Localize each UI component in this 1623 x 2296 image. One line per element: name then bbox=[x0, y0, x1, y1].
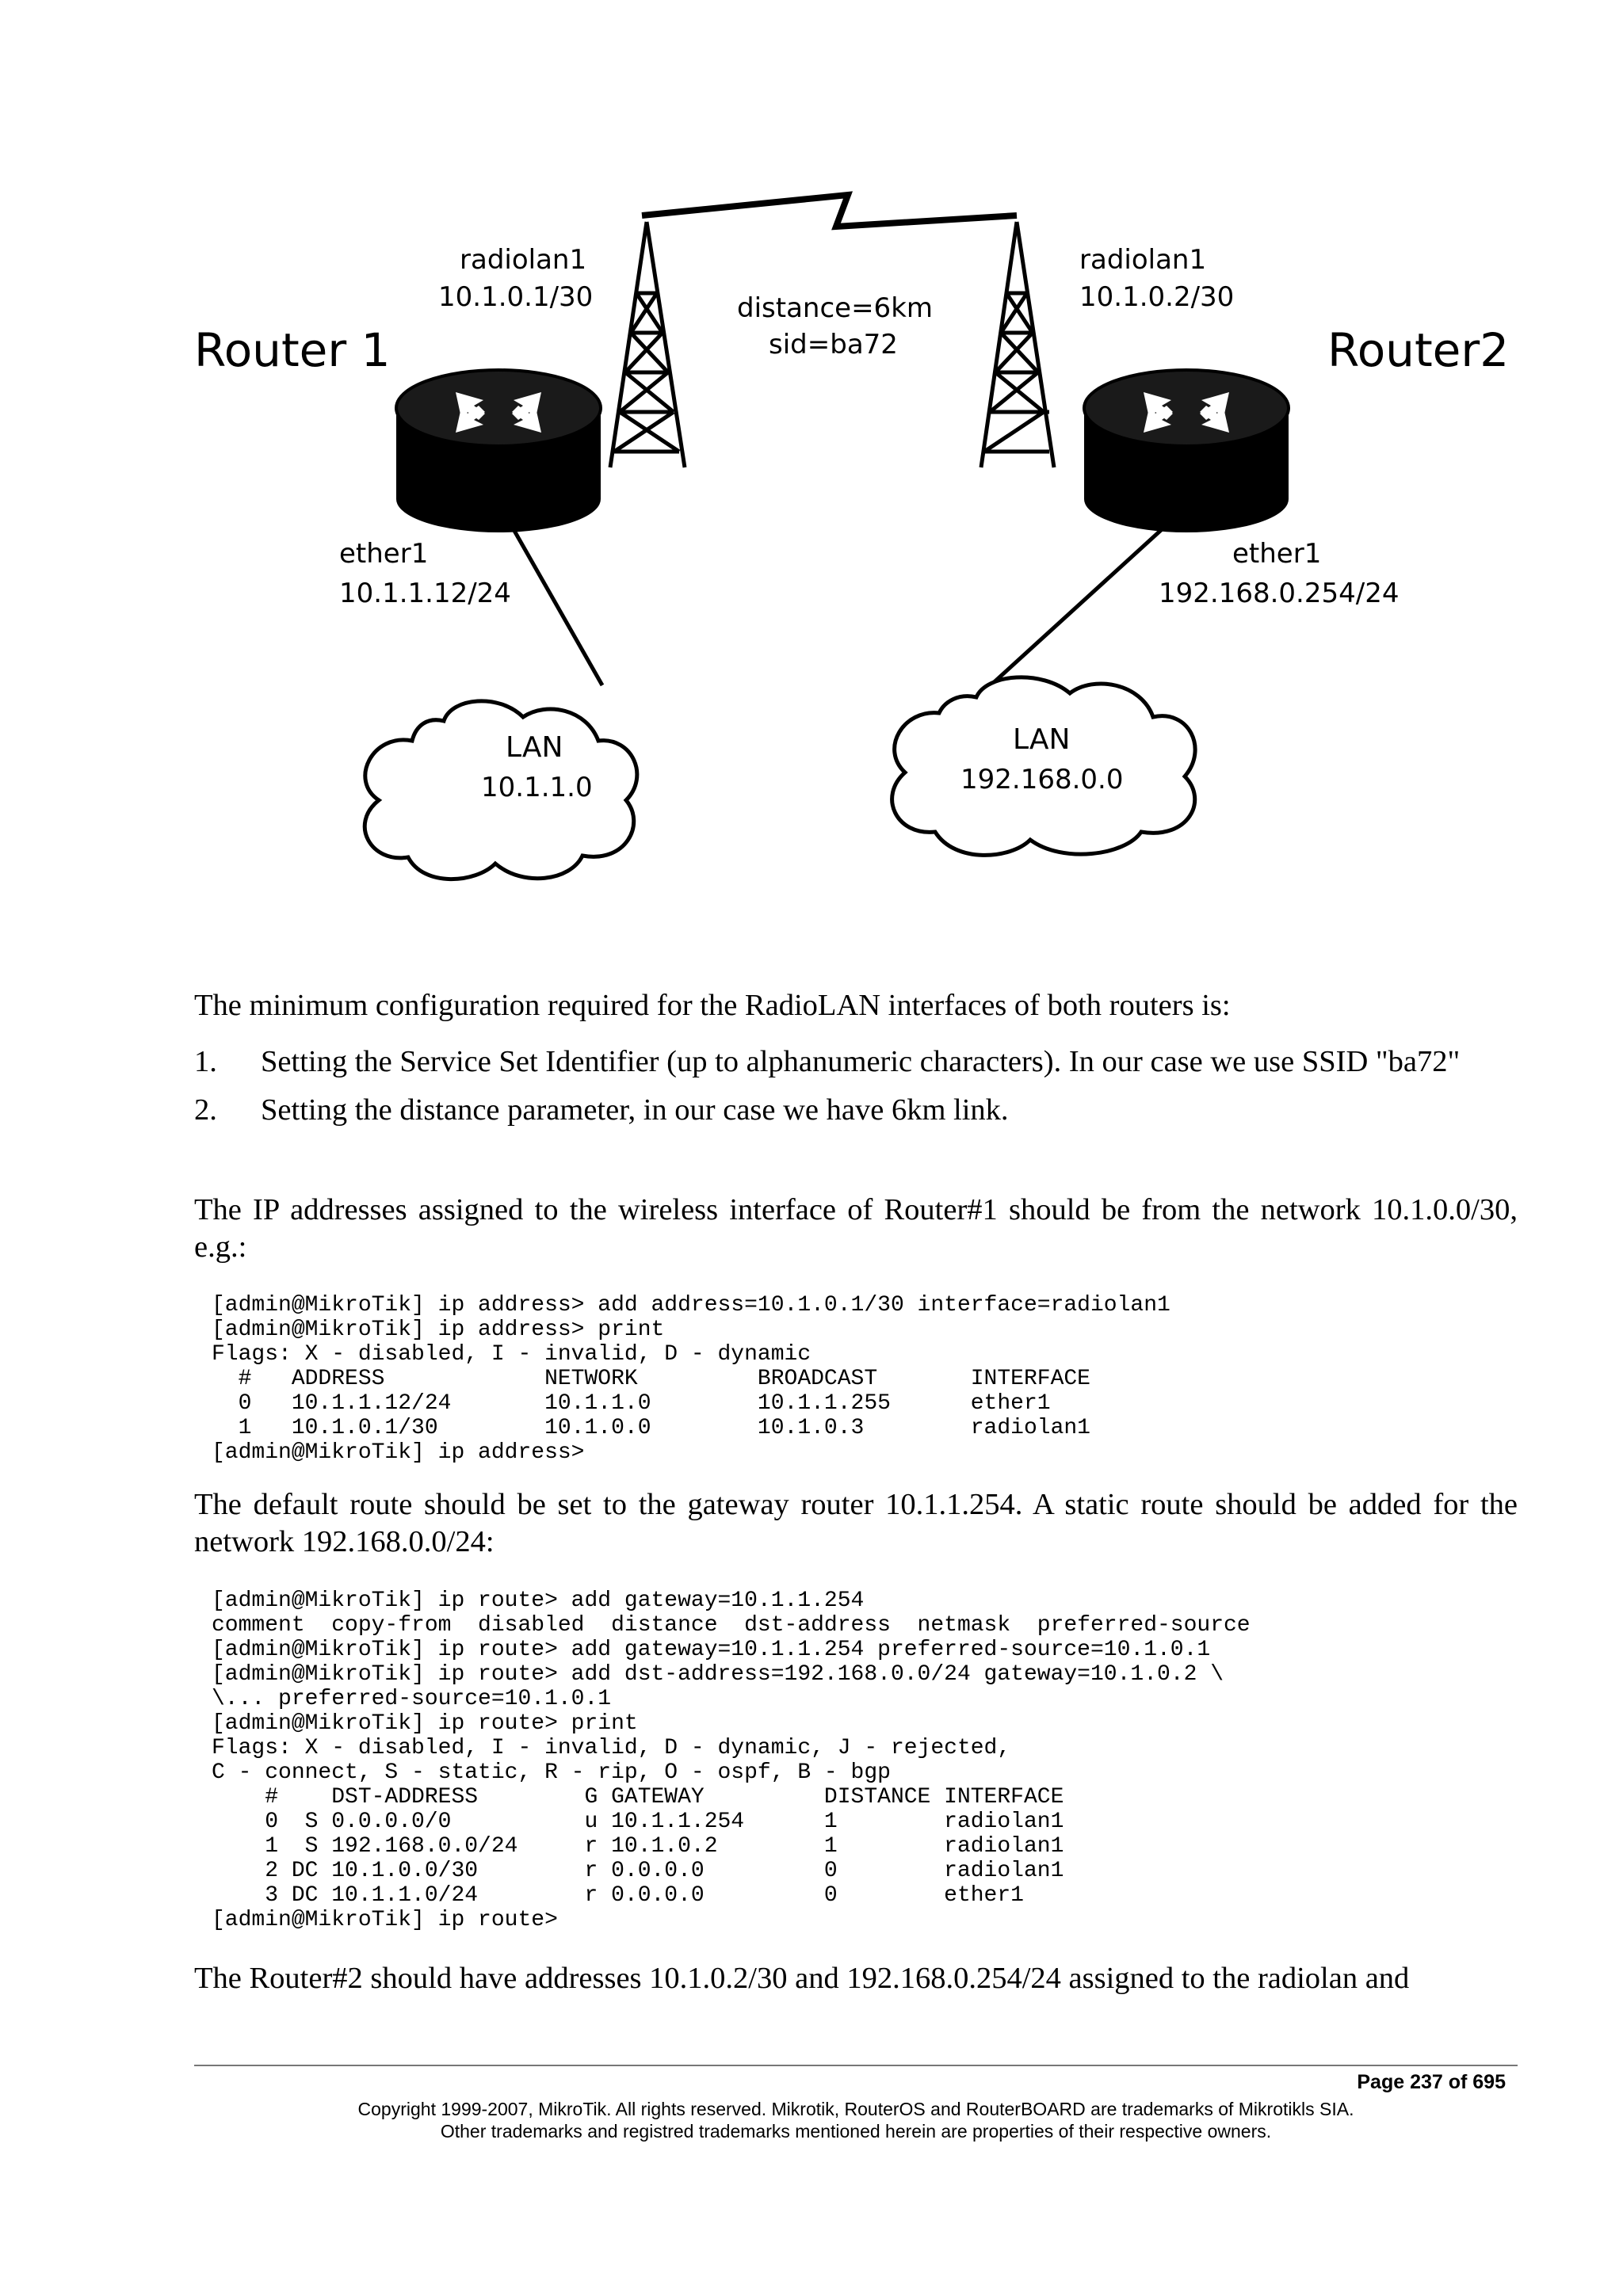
route-paragraph: The default route should be set to the gateway router 10.1.1.254. A static route should be added for the network 192.168.0.0/24: bbox=[194, 1488, 1518, 1558]
copyright-line-1: Copyright 1999-2007, MikroTik. All rights reserved. Mikrotik, RouterOS and RouterBOARD are trademarks of Mikrotikls SIA. bbox=[357, 2099, 1354, 2119]
network-diagram bbox=[0, 0, 1623, 903]
ip-address-paragraph: The IP addresses assigned to the wireless interface of Router#1 should be from the network 10.1.0.0/30, e.g.: bbox=[194, 1193, 1518, 1264]
router-2-lan-cable bbox=[991, 507, 1186, 685]
router-1-ether-iface: ether1 bbox=[339, 538, 429, 570]
antenna-tower-1-icon bbox=[610, 222, 685, 467]
router-2-title: Router2 bbox=[1327, 323, 1510, 377]
router-2-ether-ip: 192.168.0.254/24 bbox=[1159, 578, 1400, 609]
link-distance: distance=6km bbox=[737, 292, 933, 324]
lan-1-network: 10.1.1.0 bbox=[481, 772, 593, 803]
ip-route-code-block: [admin@MikroTik] ip route> add gateway=10.1.1.254 comment copy-from disabled distance dst-address netmask preferred-source [admin@MikroTik] ip route> add gateway=10.1.1.254 preferred-source=10.1.0.1 [admin@MikroTik] ip route> add dst-address=192.168.0.0/24 gateway=10.1.0.2 \ \... preferred-source=10.1.0.1 [admin@MikroTik] ip route> print Flags: X - disabled, I - invalid, D - dynamic, J - rejected, C - connect, S - static, R - rip, O - ospf, B - bgp # DST-ADDRESS G GATEWAY DISTANCE INTERFACE 0 S 0.0.0.0/0 u 10.1.1.254 1 radiolan1 1 S 192.168.0.0/24 r 10.1.0.2 1 radiolan1 2 DC 10.1.0.0/30 r 0.0.0.0 0 radiolan1 3 DC 10.1.1.0/24 r 0.0.0.0 0 ether1 [admin@MikroTik] ip route> bbox=[212, 1589, 1251, 1932]
footer-divider bbox=[194, 2065, 1518, 2066]
wireless-link bbox=[642, 195, 1017, 227]
list-item bbox=[194, 1093, 1518, 1128]
lan-2-network: 192.168.0.0 bbox=[960, 764, 1124, 795]
link-sid: sid=ba72 bbox=[769, 329, 898, 360]
lan-1-label: LAN bbox=[506, 731, 563, 764]
antenna-tower-2-icon bbox=[981, 222, 1054, 467]
router-1-icon bbox=[396, 370, 601, 532]
list-item bbox=[194, 1044, 1518, 1080]
router-1-ether-ip: 10.1.1.12/24 bbox=[339, 578, 511, 609]
router-1-radio-ip: 10.1.0.1/30 bbox=[438, 281, 594, 313]
config-steps-list bbox=[194, 1044, 1518, 1128]
router-2-radio-iface: radiolan1 bbox=[1079, 244, 1207, 276]
lan-2-label: LAN bbox=[1013, 723, 1071, 756]
page-number: Page 237 of 695 bbox=[1357, 2071, 1506, 2093]
router-1-lan-cable bbox=[501, 507, 602, 685]
intro-paragraph: The minimum configuration required for the RadioLAN interfaces of both routers is: bbox=[194, 989, 1231, 1022]
list-item-number: 1. bbox=[194, 1045, 217, 1078]
router-2-ether-iface: ether1 bbox=[1232, 538, 1322, 570]
router2-paragraph: The Router#2 should have addresses 10.1.0.2/30 and 192.168.0.254/24 assigned to the radiolan and bbox=[194, 1962, 1410, 1995]
list-item-text: Setting the distance parameter, in our case we have 6km link. bbox=[261, 1093, 1009, 1127]
list-item-number: 2. bbox=[194, 1093, 217, 1127]
router-2-radio-ip: 10.1.0.2/30 bbox=[1079, 281, 1235, 313]
copyright-line-2: Other trademarks and registred trademarks mentioned herein are properties of their respective owners. bbox=[440, 2121, 1272, 2142]
list-item-text: Setting the Service Set Identifier (up to alphanumeric characters). In our case we use SSID "ba72" bbox=[261, 1045, 1461, 1078]
router-1-radio-iface: radiolan1 bbox=[460, 244, 587, 276]
ip-address-code-block: [admin@MikroTik] ip address> add address=10.1.0.1/30 interface=radiolan1 [admin@MikroTik] ip address> print Flags: X - disabled, I - invalid, D - dynamic # ADDRESS NETWORK BROADCAST INTERFACE 0 10.1.1.12/24 10.1.1.0 10.1.1.255 ether1 1 10.1.0.1/30 10.1.0.0 10.1.0.3 radiolan1 [admin@MikroTik] ip address> bbox=[212, 1293, 1170, 1465]
router-1-title: Router 1 bbox=[194, 323, 391, 377]
